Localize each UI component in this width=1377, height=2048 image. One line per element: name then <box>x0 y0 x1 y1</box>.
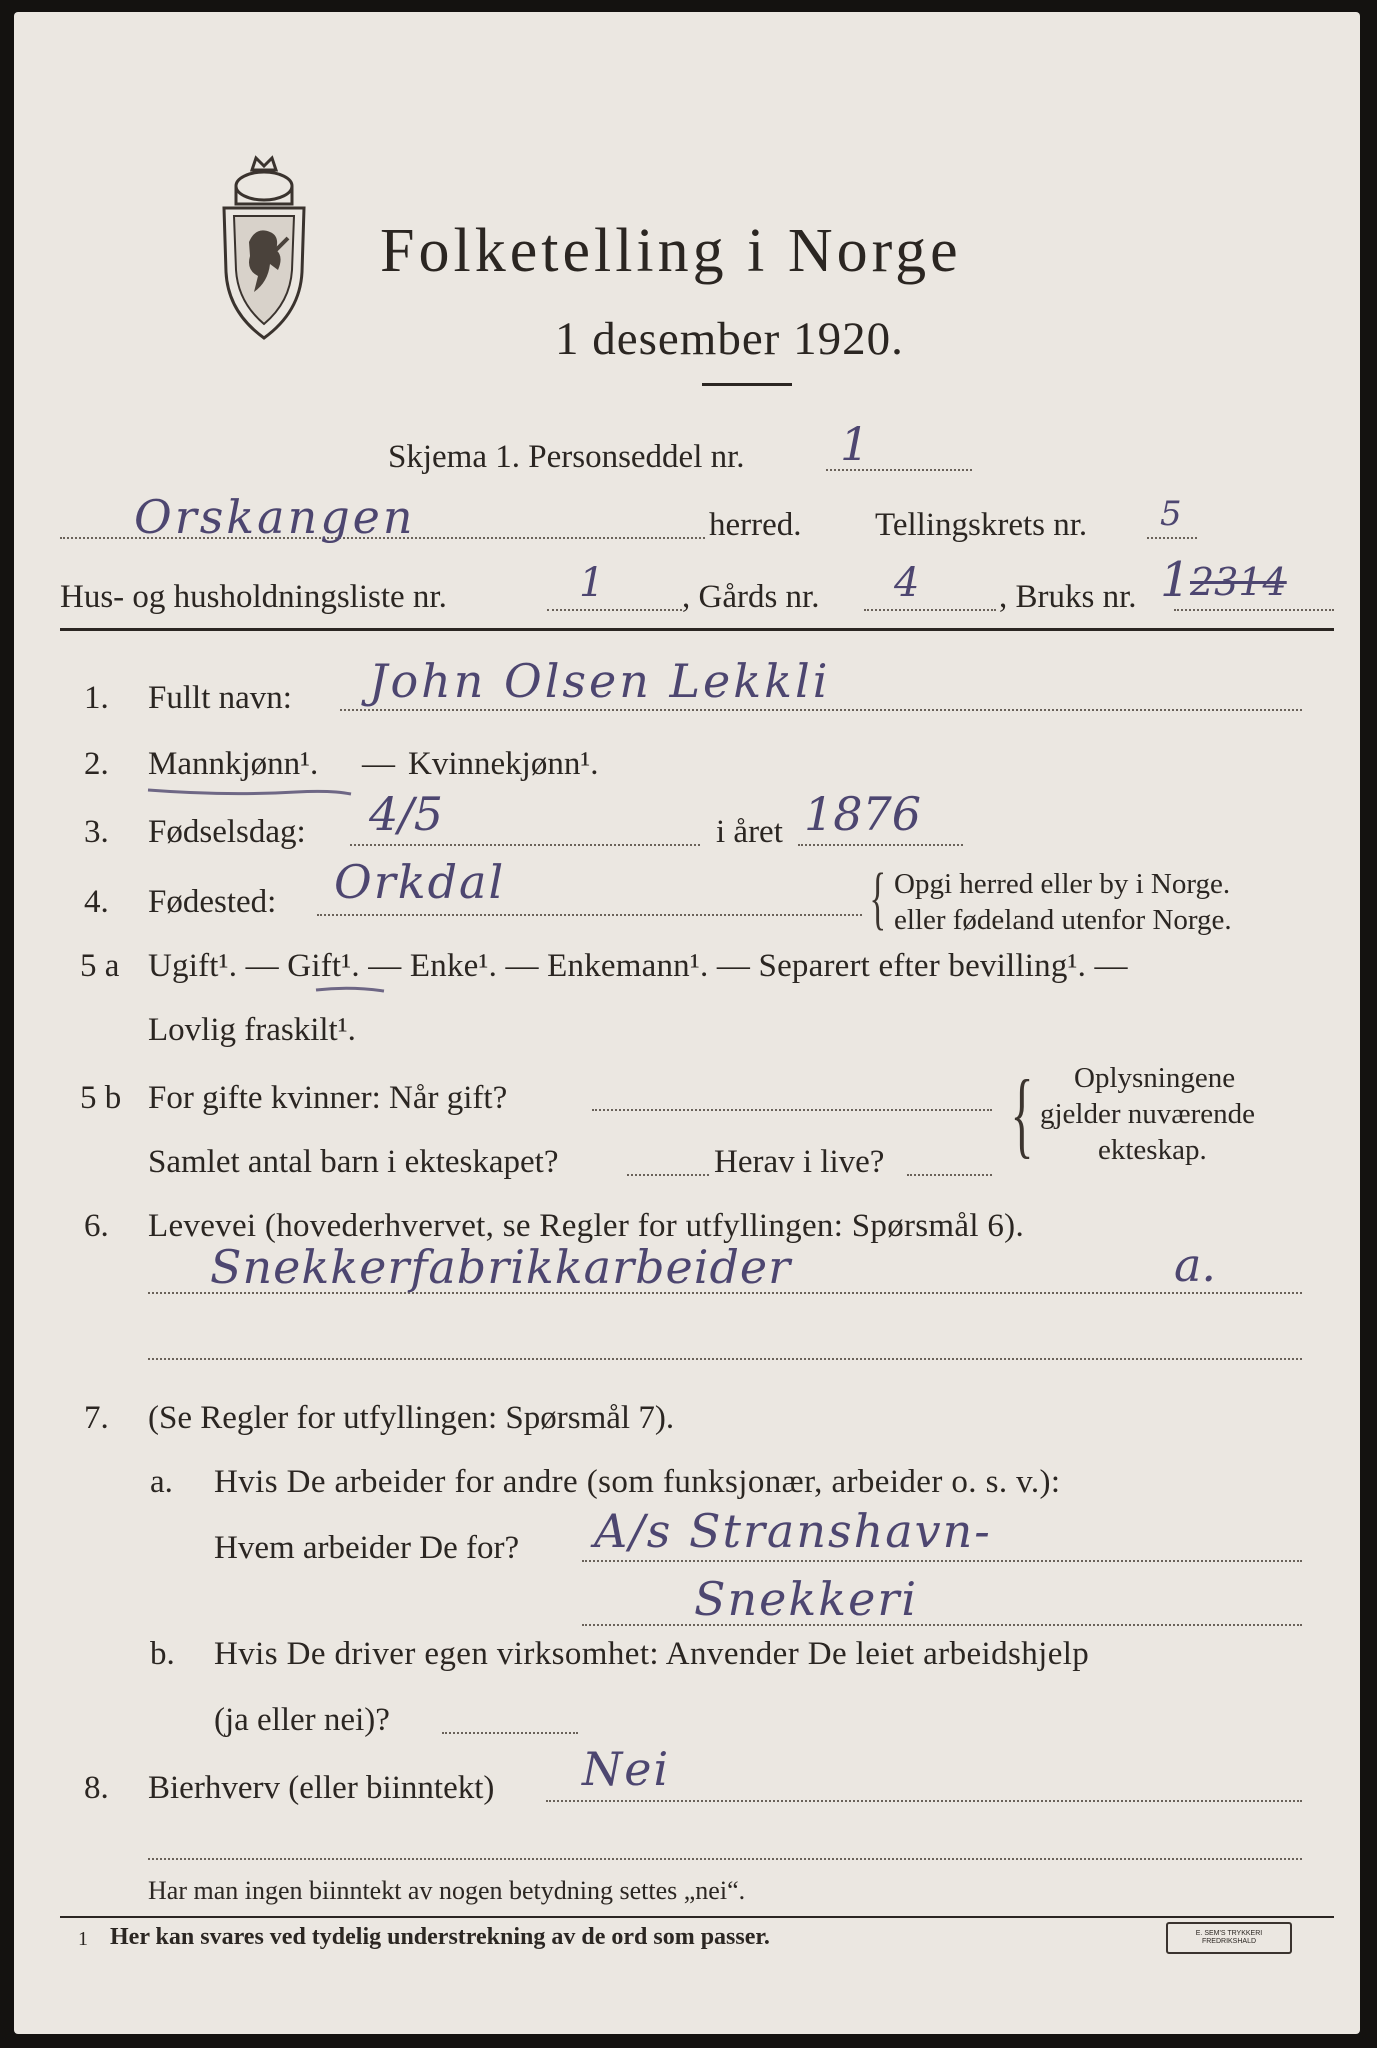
male-underline-mark <box>146 782 356 802</box>
q1-number: 1. <box>84 680 109 716</box>
q8-number: 8. <box>84 1770 109 1806</box>
gards-label: , Gårds nr. <box>682 579 820 615</box>
q7b-line2: (ja eller nei)? <box>214 1702 390 1738</box>
q1-label: Fullt navn: <box>148 680 292 716</box>
tellingskrets-value: 5 <box>1160 494 1182 534</box>
employer-value-line2: Snekkeri <box>694 1572 919 1626</box>
marital-status-options[interactable]: Ugift¹. — Gift¹. — Enke¹. — Enkemann¹. — Separert efter bevilling¹. — <box>148 948 1128 984</box>
side-income-value: Nei <box>582 1742 671 1796</box>
q7-number: 7. <box>84 1400 109 1436</box>
children-count-field[interactable] <box>627 1174 709 1176</box>
gift-underline-mark <box>314 982 386 998</box>
employer-value-line1: A/s Stranshavn- <box>594 1504 992 1558</box>
q4-label: Fødested: <box>148 884 277 920</box>
side-income-field-line2[interactable] <box>148 1858 1302 1860</box>
q5b-note-line1: Oplysningene <box>1074 1062 1236 1094</box>
q7b-line1: Hvis De driver egen virksomhet: Anvender De leiet arbeidshjelp <box>214 1636 1090 1672</box>
birth-year-field[interactable] <box>798 844 963 846</box>
birth-year-value: 1876 <box>804 787 922 841</box>
q4-note-line1: Opgi herred eller by i Norge. <box>894 868 1231 900</box>
female-option[interactable]: Kvinnekjønn¹. <box>408 746 599 782</box>
q4-note-brace: { <box>869 860 887 937</box>
gards-value: 4 <box>894 560 920 606</box>
marital-status-divorced[interactable]: Lovlig fraskilt¹. <box>148 1012 356 1048</box>
census-date: 1 desember 1920. <box>555 313 904 365</box>
male-option[interactable]: Mannkjønn¹. <box>148 746 319 782</box>
bruks-label: , Bruks nr. <box>999 579 1137 615</box>
coat-of-arms-icon <box>214 152 314 342</box>
herred-label: herred. <box>709 507 802 543</box>
occupation-value: Snekkerfabrikkarbeider <box>210 1240 792 1294</box>
q7a-line1: Hvis De arbeider for andre (som funksjonær, arbeider o. s. v.): <box>214 1464 1061 1500</box>
tellingskrets-label: Tellingskrets nr. <box>875 507 1088 543</box>
q3-number: 3. <box>84 814 109 850</box>
census-form-page <box>14 12 1360 2034</box>
title-divider <box>702 383 792 386</box>
side-income-field[interactable] <box>546 1800 1302 1802</box>
birthplace-value: Orkdal <box>334 855 506 909</box>
occupation-value-suffix: a. <box>1174 1238 1217 1292</box>
tellingskrets-field[interactable] <box>1147 537 1197 539</box>
q5b-when-married-label: For gifte kvinner: Når gift? <box>148 1080 508 1116</box>
q5b-number: 5 b <box>80 1080 122 1116</box>
q4-number: 4. <box>84 884 109 920</box>
bruks-struck-value: 2314 <box>1190 560 1287 604</box>
bruks-field[interactable] <box>1174 609 1334 611</box>
household-label: Hus- og husholdningsliste nr. <box>60 579 447 615</box>
full-name-value: John Olsen Lekkli <box>369 654 831 708</box>
q5b-note-line2: gjelder nuværende <box>1040 1098 1256 1130</box>
footnote-mark: 1 <box>78 1928 88 1950</box>
birthday-field[interactable] <box>350 844 700 846</box>
q6-number: 6. <box>84 1208 109 1244</box>
bruks-value: 1 <box>1160 552 1191 608</box>
footnote-text: Her kan svares ved tydelig understrekning av de ord som passer. <box>110 1924 770 1950</box>
q7b-letter: b. <box>150 1636 175 1672</box>
occupation-field-line2[interactable] <box>148 1358 1302 1360</box>
municipality-value: Orskangen <box>134 490 416 544</box>
q5b-note-line3: ekteskap. <box>1098 1134 1207 1166</box>
children-alive-field[interactable] <box>907 1174 992 1176</box>
gender-separator: — <box>362 746 395 782</box>
q4-note-line2: eller fødeland utenfor Norge. <box>894 904 1232 936</box>
household-value: 1 <box>579 560 605 606</box>
schema-label: Skjema 1. Personseddel nr. <box>388 439 745 475</box>
q5a-number: 5 a <box>80 948 120 984</box>
header-separator <box>60 628 1334 631</box>
full-name-field[interactable] <box>340 709 1302 711</box>
hired-help-field[interactable] <box>442 1732 578 1734</box>
birthplace-field[interactable] <box>317 914 862 916</box>
printer-stamp <box>1166 1922 1292 1954</box>
q5b-note-brace: { <box>1010 1060 1034 1167</box>
footer-note: Har man ingen biinntekt av nogen betydning settes „nei“. <box>148 1876 746 1905</box>
footer-separator <box>60 1916 1334 1918</box>
household-field[interactable] <box>547 609 682 611</box>
q5b-children-label: Samlet antal barn i ekteskapet? <box>148 1144 559 1180</box>
q3-label: Fødselsdag: <box>148 814 306 850</box>
q8-label: Bierhverv (eller biinntekt) <box>148 1770 495 1806</box>
personseddel-value: 1 <box>840 417 870 471</box>
q6-label: Levevei (hovederhvervet, se Regler for utfyllingen: Spørsmål 6). <box>148 1208 1025 1244</box>
q7a-letter: a. <box>150 1464 173 1500</box>
birthday-value: 4/5 <box>369 787 444 841</box>
q5b-alive-label: Herav i live? <box>714 1144 885 1180</box>
gards-field[interactable] <box>864 609 996 611</box>
employer-field-line2[interactable] <box>582 1624 1302 1626</box>
when-married-field[interactable] <box>592 1109 992 1111</box>
printer-stamp-text: E. SEM'S TRYKKERI FREDRIKSHALD <box>1195 1930 1263 1945</box>
q2-number: 2. <box>84 746 109 782</box>
employer-field-line1[interactable] <box>582 1560 1302 1562</box>
q7a-line2: Hvem arbeider De for? <box>214 1530 520 1566</box>
page-title: Folketelling i Norge <box>380 217 962 285</box>
q7-label: (Se Regler for utfyllingen: Spørsmål 7). <box>148 1400 675 1436</box>
year-label: i året <box>716 814 783 850</box>
